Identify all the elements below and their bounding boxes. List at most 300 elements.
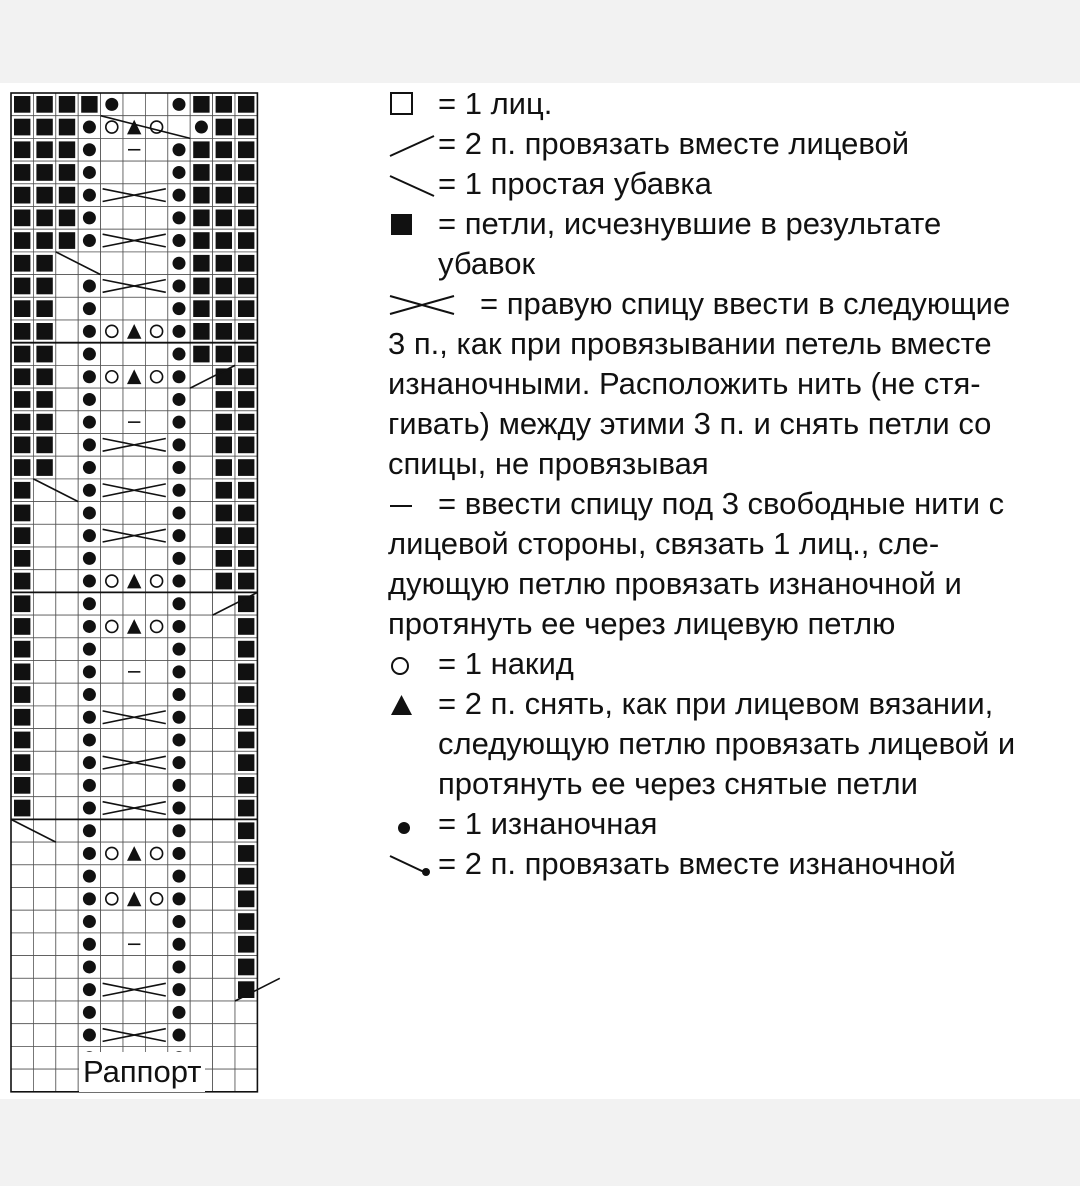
purl-dot bbox=[83, 983, 96, 996]
purl-dot bbox=[195, 121, 208, 134]
chart-cell bbox=[123, 207, 145, 230]
no-stitch-square bbox=[216, 414, 232, 431]
chart-cell bbox=[213, 683, 235, 706]
chart-cell bbox=[213, 1024, 235, 1047]
no-stitch-square bbox=[193, 255, 209, 272]
purl-dot bbox=[173, 393, 186, 406]
chart-cell bbox=[33, 774, 55, 797]
chart-cell bbox=[213, 1069, 235, 1092]
chart-cell bbox=[213, 661, 235, 684]
legend-text: спицы, не провязывая bbox=[388, 446, 709, 481]
chart-cell bbox=[33, 547, 55, 570]
purl-dot bbox=[173, 461, 186, 474]
chart-cell bbox=[213, 1001, 235, 1024]
no-stitch-square bbox=[238, 96, 254, 113]
chart-cell bbox=[190, 774, 212, 797]
chart-cell bbox=[190, 729, 212, 752]
purl-dot bbox=[173, 711, 186, 724]
legend-text: = ввести спицу под 3 свободные нити с bbox=[438, 486, 1005, 521]
chart-cell bbox=[11, 865, 33, 888]
purl-dot bbox=[173, 506, 186, 519]
purl-dot bbox=[173, 98, 186, 111]
chart-cell bbox=[123, 910, 145, 933]
chart-cell bbox=[145, 797, 167, 820]
purl-dot bbox=[83, 938, 96, 951]
chart-cell bbox=[101, 819, 123, 842]
chart-cell bbox=[33, 1024, 55, 1047]
chart-cell bbox=[213, 751, 235, 774]
chart-cell bbox=[190, 547, 212, 570]
chart-cell bbox=[145, 456, 167, 479]
chart-cell bbox=[213, 615, 235, 638]
legend-text: = 2 п. провязать вместе лицевой bbox=[438, 126, 910, 161]
no-stitch-square bbox=[238, 527, 254, 544]
chart-cell bbox=[123, 683, 145, 706]
no-stitch-square bbox=[59, 164, 75, 181]
no-stitch-square bbox=[36, 210, 52, 227]
chart-cell bbox=[190, 661, 212, 684]
chart-cell bbox=[33, 502, 55, 525]
chart-cell bbox=[101, 910, 123, 933]
no-stitch-square bbox=[14, 210, 30, 227]
purl-dot bbox=[173, 302, 186, 315]
chart-cell bbox=[56, 1069, 78, 1092]
legend-text: следующую петлю провязать лицевой и bbox=[438, 726, 1016, 761]
no-stitch-square bbox=[14, 391, 30, 408]
chart-cell bbox=[56, 547, 78, 570]
legend-text: = 1 изнаночная bbox=[438, 806, 658, 841]
chart-cell bbox=[11, 1024, 33, 1047]
purl-dot bbox=[83, 211, 96, 224]
purl-dot bbox=[173, 892, 186, 905]
chart-cell bbox=[145, 207, 167, 230]
purl-dot bbox=[173, 620, 186, 633]
chart-cell bbox=[190, 819, 212, 842]
no-stitch-square bbox=[36, 141, 52, 158]
no-stitch-square bbox=[216, 505, 232, 522]
no-stitch-square bbox=[216, 141, 232, 158]
chart-cell bbox=[101, 252, 123, 275]
purl-dot bbox=[83, 348, 96, 361]
chart-cell bbox=[56, 842, 78, 865]
chart-cell bbox=[190, 388, 212, 411]
chart-cell bbox=[145, 865, 167, 888]
no-stitch-square bbox=[36, 164, 52, 181]
purl-dot bbox=[83, 121, 96, 134]
chart-cell bbox=[33, 956, 55, 979]
chart-cell bbox=[213, 956, 235, 979]
no-stitch-square bbox=[59, 119, 75, 136]
no-stitch-square bbox=[238, 891, 254, 908]
purl-dot bbox=[83, 302, 96, 315]
chart-cell bbox=[56, 751, 78, 774]
purl-dot bbox=[83, 870, 96, 883]
no-stitch-square bbox=[238, 505, 254, 522]
chart-cell bbox=[101, 161, 123, 184]
purl-dot bbox=[173, 279, 186, 292]
chart-cell bbox=[101, 343, 123, 366]
chart-cell bbox=[33, 661, 55, 684]
no-stitch-square bbox=[14, 595, 30, 612]
purl-dot bbox=[83, 461, 96, 474]
purl-dot bbox=[83, 597, 96, 610]
legend-text: = 2 п. снять, как при лицевом вязании, bbox=[438, 686, 994, 721]
chart-cell bbox=[33, 638, 55, 661]
no-stitch-square bbox=[238, 187, 254, 204]
no-stitch-square bbox=[238, 278, 254, 295]
chart-cell bbox=[145, 93, 167, 116]
no-stitch-square bbox=[238, 459, 254, 476]
no-stitch-square bbox=[14, 96, 30, 113]
chart-cell bbox=[101, 797, 123, 820]
chart-cell bbox=[33, 751, 55, 774]
purl-dot bbox=[173, 348, 186, 361]
yarn-over-circle bbox=[151, 575, 163, 587]
no-stitch-square bbox=[193, 278, 209, 295]
yarn-over-circle bbox=[106, 893, 118, 905]
chart-cell bbox=[101, 1001, 123, 1024]
no-stitch-square bbox=[59, 141, 75, 158]
purl-dot bbox=[83, 665, 96, 678]
purl-dot bbox=[173, 665, 186, 678]
legend-text: = 1 накид bbox=[438, 646, 574, 681]
chart-cell bbox=[190, 1024, 212, 1047]
legend-text: = петли, исчезнувшие в результате bbox=[438, 206, 942, 241]
legend-text: гивать) между этими 3 п. и снять петли со bbox=[388, 406, 992, 441]
chart-cell bbox=[235, 1001, 257, 1024]
purl-dot bbox=[173, 688, 186, 701]
no-stitch-square bbox=[14, 527, 30, 544]
no-stitch-square bbox=[238, 573, 254, 590]
chart-cell bbox=[190, 502, 212, 525]
chart-cell bbox=[101, 592, 123, 615]
no-stitch-square bbox=[238, 686, 254, 703]
no-stitch-square bbox=[238, 255, 254, 272]
legend-text: = 2 п. провязать вместе изнаночной bbox=[438, 846, 956, 881]
no-stitch-square bbox=[216, 210, 232, 227]
chart-cell bbox=[56, 343, 78, 366]
no-stitch-square bbox=[14, 300, 30, 317]
chart-cell bbox=[190, 865, 212, 888]
no-stitch-square bbox=[216, 391, 232, 408]
chart-cell bbox=[101, 706, 123, 729]
chart-cell bbox=[145, 297, 167, 320]
legend-text: лицевой стороны, связать 1 лиц., сле- bbox=[388, 526, 940, 561]
chart-cell bbox=[213, 638, 235, 661]
purl-dot bbox=[83, 643, 96, 656]
chart-cell bbox=[56, 819, 78, 842]
no-stitch-square bbox=[36, 187, 52, 204]
purl-dot bbox=[83, 892, 96, 905]
no-stitch-square bbox=[238, 618, 254, 635]
chart-cell bbox=[56, 524, 78, 547]
purl-dot bbox=[173, 938, 186, 951]
cross-icon bbox=[388, 284, 478, 324]
no-stitch-square bbox=[14, 141, 30, 158]
chart-cell bbox=[123, 343, 145, 366]
no-stitch-square bbox=[238, 482, 254, 499]
purl-dot bbox=[83, 756, 96, 769]
chart-cell bbox=[145, 434, 167, 457]
no-stitch-square bbox=[14, 709, 30, 726]
purl-dot bbox=[83, 279, 96, 292]
no-stitch-square bbox=[59, 232, 75, 249]
chart-cell bbox=[56, 910, 78, 933]
chart-cell bbox=[190, 411, 212, 434]
chart-cell bbox=[145, 956, 167, 979]
chart-cell bbox=[123, 502, 145, 525]
purl-dot bbox=[83, 438, 96, 451]
no-stitch-square bbox=[238, 119, 254, 136]
no-stitch-square bbox=[14, 777, 30, 794]
purl-dot bbox=[83, 416, 96, 429]
no-stitch-square bbox=[59, 210, 75, 227]
chart-cell bbox=[33, 570, 55, 593]
chart-cell bbox=[190, 888, 212, 911]
chart-cell bbox=[145, 388, 167, 411]
no-stitch-square bbox=[193, 164, 209, 181]
chart-cell bbox=[213, 865, 235, 888]
chart-cell bbox=[56, 978, 78, 1001]
chart-cell bbox=[101, 411, 123, 434]
no-stitch-square bbox=[238, 391, 254, 408]
chart-cell bbox=[213, 774, 235, 797]
chart-cell bbox=[101, 138, 123, 161]
no-stitch-square bbox=[238, 777, 254, 794]
chart-cell bbox=[11, 1001, 33, 1024]
no-stitch-square bbox=[216, 300, 232, 317]
chart-cell bbox=[145, 683, 167, 706]
no-stitch-square bbox=[216, 232, 232, 249]
no-stitch-square bbox=[238, 232, 254, 249]
chart-cell bbox=[145, 774, 167, 797]
chart-cell bbox=[101, 502, 123, 525]
purl-dot bbox=[83, 552, 96, 565]
chart-cell bbox=[145, 592, 167, 615]
chart-cell bbox=[56, 434, 78, 457]
chart-cell bbox=[190, 797, 212, 820]
chart-cell bbox=[123, 592, 145, 615]
chart-cell bbox=[190, 638, 212, 661]
chart-cell bbox=[190, 592, 212, 615]
chart-cell bbox=[123, 729, 145, 752]
chart-cell bbox=[101, 207, 123, 230]
no-stitch-square bbox=[193, 346, 209, 363]
chart-cell bbox=[190, 956, 212, 979]
no-stitch-square bbox=[216, 550, 232, 567]
no-stitch-square bbox=[216, 96, 232, 113]
no-stitch-square bbox=[36, 391, 52, 408]
chart-cell bbox=[101, 774, 123, 797]
no-stitch-square bbox=[216, 323, 232, 340]
chart-cell bbox=[145, 138, 167, 161]
chart-cell bbox=[33, 479, 55, 502]
chart-cell bbox=[190, 706, 212, 729]
chart-cell bbox=[101, 661, 123, 684]
purl-dot bbox=[173, 960, 186, 973]
purl-dot bbox=[173, 438, 186, 451]
chart-cell bbox=[33, 683, 55, 706]
no-stitch-square bbox=[238, 641, 254, 658]
chart-cell bbox=[145, 638, 167, 661]
purl-dot bbox=[105, 98, 118, 111]
purl-dot bbox=[173, 484, 186, 497]
chart-cell bbox=[123, 252, 145, 275]
no-stitch-square bbox=[216, 437, 232, 454]
purl-dot bbox=[173, 211, 186, 224]
no-stitch-square bbox=[59, 96, 75, 113]
chart-cell bbox=[123, 819, 145, 842]
purl-dot bbox=[173, 597, 186, 610]
no-stitch-square bbox=[216, 164, 232, 181]
purl-dot bbox=[173, 733, 186, 746]
chart-cell bbox=[101, 229, 123, 252]
chart-cell bbox=[190, 1001, 212, 1024]
no-stitch-square bbox=[238, 323, 254, 340]
bottom-band bbox=[0, 1099, 1080, 1186]
chart-cell bbox=[101, 456, 123, 479]
no-stitch-square bbox=[14, 278, 30, 295]
purl-dot bbox=[83, 189, 96, 202]
no-stitch-square bbox=[14, 482, 30, 499]
chart-cell bbox=[56, 729, 78, 752]
purl-dot bbox=[173, 552, 186, 565]
no-stitch-square bbox=[238, 822, 254, 839]
chart-cell bbox=[213, 592, 235, 615]
chart-cell bbox=[11, 888, 33, 911]
no-stitch-square bbox=[193, 323, 209, 340]
chart-cell bbox=[235, 1046, 257, 1069]
purl-dot bbox=[173, 779, 186, 792]
top-band bbox=[0, 0, 1080, 83]
no-stitch-square bbox=[238, 368, 254, 385]
chart-cell bbox=[145, 184, 167, 207]
no-stitch-square bbox=[14, 732, 30, 749]
chart-cell bbox=[145, 479, 167, 502]
chart-cell bbox=[190, 570, 212, 593]
chart-cell bbox=[190, 479, 212, 502]
chart-cell bbox=[190, 933, 212, 956]
chart-cell bbox=[78, 252, 100, 275]
chart-cell bbox=[213, 729, 235, 752]
chart-cell bbox=[56, 956, 78, 979]
chart-cell bbox=[190, 365, 212, 388]
chart-cell bbox=[145, 933, 167, 956]
purl-dot bbox=[83, 529, 96, 542]
chart-cell bbox=[33, 978, 55, 1001]
yarn-over-circle bbox=[106, 620, 118, 632]
chart-cell bbox=[213, 888, 235, 911]
chart-cell bbox=[56, 275, 78, 298]
purl-dot bbox=[83, 1006, 96, 1019]
yarn-over-circle bbox=[106, 325, 118, 337]
chart-cell bbox=[56, 797, 78, 820]
no-stitch-square bbox=[238, 300, 254, 317]
yarn-over-circle bbox=[106, 575, 118, 587]
chart-cell bbox=[101, 683, 123, 706]
chart-cell bbox=[123, 456, 145, 479]
chart-cell bbox=[56, 411, 78, 434]
no-stitch-square bbox=[14, 346, 30, 363]
purl-dot bbox=[173, 915, 186, 928]
legend-text: = правую спицу ввести в следующие bbox=[480, 286, 1011, 321]
no-stitch-square bbox=[36, 414, 52, 431]
no-stitch-square bbox=[193, 96, 209, 113]
chart-cell bbox=[56, 1046, 78, 1069]
no-stitch-square bbox=[238, 913, 254, 930]
no-stitch-square bbox=[14, 686, 30, 703]
purl-dot bbox=[173, 756, 186, 769]
chart-cell bbox=[101, 933, 123, 956]
no-stitch-square bbox=[238, 845, 254, 862]
no-stitch-square bbox=[36, 278, 52, 295]
chart-cell bbox=[33, 865, 55, 888]
purl-dot bbox=[83, 506, 96, 519]
yarn-over-circle bbox=[151, 847, 163, 859]
chart-cell bbox=[56, 592, 78, 615]
chart-cell bbox=[11, 819, 33, 842]
no-stitch-square bbox=[14, 414, 30, 431]
yarn-over-circle bbox=[151, 325, 163, 337]
chart-cell bbox=[190, 434, 212, 457]
purl-dot bbox=[173, 189, 186, 202]
no-stitch-square bbox=[14, 800, 30, 817]
no-stitch-square bbox=[238, 959, 254, 976]
purl-dot bbox=[173, 529, 186, 542]
no-stitch-square bbox=[14, 550, 30, 567]
no-stitch-square bbox=[14, 232, 30, 249]
chart-cell bbox=[101, 956, 123, 979]
chart-cell bbox=[213, 1046, 235, 1069]
chart-cell bbox=[145, 275, 167, 298]
chart-cell bbox=[11, 978, 33, 1001]
chart-cell bbox=[56, 479, 78, 502]
chart-cell bbox=[33, 888, 55, 911]
legend-text: = 1 лиц. bbox=[438, 86, 553, 121]
purl-dot bbox=[83, 620, 96, 633]
legend-text: 3 п., как при провязывании петель вместе bbox=[388, 326, 992, 361]
chart-cell bbox=[101, 729, 123, 752]
chart-cell bbox=[33, 842, 55, 865]
chart-cell bbox=[190, 524, 212, 547]
knitting-chart bbox=[0, 83, 380, 1093]
no-stitch-square bbox=[36, 119, 52, 136]
legend-text: протянуть ее через лицевую петлю bbox=[388, 606, 896, 641]
chart-cell bbox=[145, 502, 167, 525]
no-stitch-square bbox=[238, 709, 254, 726]
no-stitch-square bbox=[193, 187, 209, 204]
no-stitch-square bbox=[216, 459, 232, 476]
chart-cell bbox=[56, 456, 78, 479]
chart-cell bbox=[235, 1069, 257, 1092]
no-stitch-square bbox=[238, 210, 254, 227]
chart-cell bbox=[56, 502, 78, 525]
no-stitch-square bbox=[216, 346, 232, 363]
no-stitch-square bbox=[193, 141, 209, 158]
chart-cell bbox=[33, 797, 55, 820]
yarn-over-circle bbox=[106, 847, 118, 859]
chart-cell bbox=[123, 93, 145, 116]
chart-cell bbox=[190, 910, 212, 933]
chart-cell bbox=[33, 933, 55, 956]
no-stitch-square bbox=[238, 800, 254, 817]
no-stitch-square bbox=[238, 141, 254, 158]
no-stitch-square bbox=[238, 550, 254, 567]
chart-cell bbox=[56, 661, 78, 684]
purl-dot bbox=[83, 847, 96, 860]
chart-cell bbox=[145, 978, 167, 1001]
chart-cell bbox=[123, 1001, 145, 1024]
